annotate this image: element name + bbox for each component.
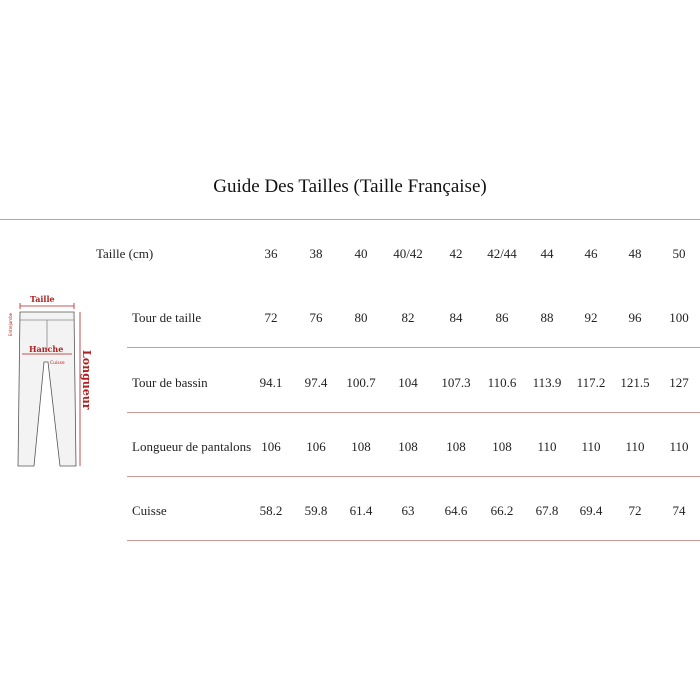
table-cell: 92 — [584, 310, 598, 325]
table-cell: 72 — [264, 310, 278, 325]
table-cell: 63 — [401, 503, 415, 518]
row-divider — [127, 347, 700, 348]
title-divider — [0, 219, 700, 220]
size-header-cell: 42/44 — [487, 246, 517, 261]
table-cell: 84 — [449, 310, 463, 325]
table-cell: 72 — [628, 503, 642, 518]
table-cell: 88 — [540, 310, 554, 325]
page-title: Guide Des Tailles (Taille Française) — [213, 176, 487, 197]
row-label: Tour de bassin — [132, 375, 208, 390]
table-cell: 108 — [492, 439, 512, 454]
table-cell: 66.2 — [490, 503, 514, 518]
row-divider — [127, 476, 700, 477]
size-header-cell: 40 — [354, 246, 368, 261]
table-cell: 106 — [306, 439, 326, 454]
table-cell: 94.1 — [259, 375, 283, 390]
table-cell: 110 — [625, 439, 645, 454]
longueur-label: Longueur — [80, 350, 93, 410]
size-header-cell: 44 — [540, 246, 554, 261]
size-header-cell: 50 — [672, 246, 686, 261]
table-cell: 117.2 — [576, 375, 606, 390]
table-cell: 76 — [309, 310, 323, 325]
table-cell: 107.3 — [441, 375, 471, 390]
size-header-cell: 42 — [449, 246, 463, 261]
table-cell: 100.7 — [346, 375, 376, 390]
table-cell: 110.6 — [487, 375, 517, 390]
table-cell: 96 — [628, 310, 642, 325]
size-header-cell: 38 — [309, 246, 323, 261]
table-cell: 106 — [261, 439, 281, 454]
table-cell: 110 — [581, 439, 601, 454]
table-cell: 74 — [672, 503, 686, 518]
table-cell: 127 — [669, 375, 689, 390]
table-cell: 80 — [354, 310, 368, 325]
trousers-diagram — [0, 290, 100, 480]
size-header-cell: 36 — [264, 246, 278, 261]
table-cell: 82 — [401, 310, 415, 325]
row-divider — [127, 412, 700, 413]
row-label: Tour de taille — [132, 310, 202, 325]
table-cell: 59.8 — [304, 503, 328, 518]
table-cell: 64.6 — [444, 503, 468, 518]
size-header-cell: 46 — [584, 246, 598, 261]
table-cell: 58.2 — [259, 503, 283, 518]
table-cell: 69.4 — [579, 503, 603, 518]
size-header-cell: 40/42 — [393, 246, 423, 261]
table-cell: 97.4 — [304, 375, 328, 390]
table-cell: 67.8 — [535, 503, 559, 518]
size-header-cell: 48 — [628, 246, 642, 261]
table-cell: 100 — [669, 310, 689, 325]
row-label: Longueur de pantalons — [132, 439, 252, 454]
table-cell: 108 — [446, 439, 466, 454]
table-cell: 121.5 — [620, 375, 650, 390]
table-cell: 86 — [495, 310, 509, 325]
taille-label: Taille — [30, 294, 55, 304]
row-label: Cuisse — [132, 503, 167, 518]
table-cell: 61.4 — [349, 503, 373, 518]
row-divider — [127, 540, 700, 541]
table-cell: 110 — [669, 439, 689, 454]
table-cell: 110 — [537, 439, 557, 454]
entrejambe-label: Entrejambe — [8, 312, 13, 336]
table-cell: 108 — [351, 439, 371, 454]
cuisse-label: Cuisse — [50, 361, 65, 366]
trousers-outline — [18, 312, 76, 466]
table-cell: 113.9 — [532, 375, 562, 390]
table-cell: 108 — [398, 439, 418, 454]
hanche-label: Hanche — [29, 344, 64, 354]
size-header-label: Taille (cm) — [96, 246, 154, 261]
table-cell: 104 — [398, 375, 418, 390]
